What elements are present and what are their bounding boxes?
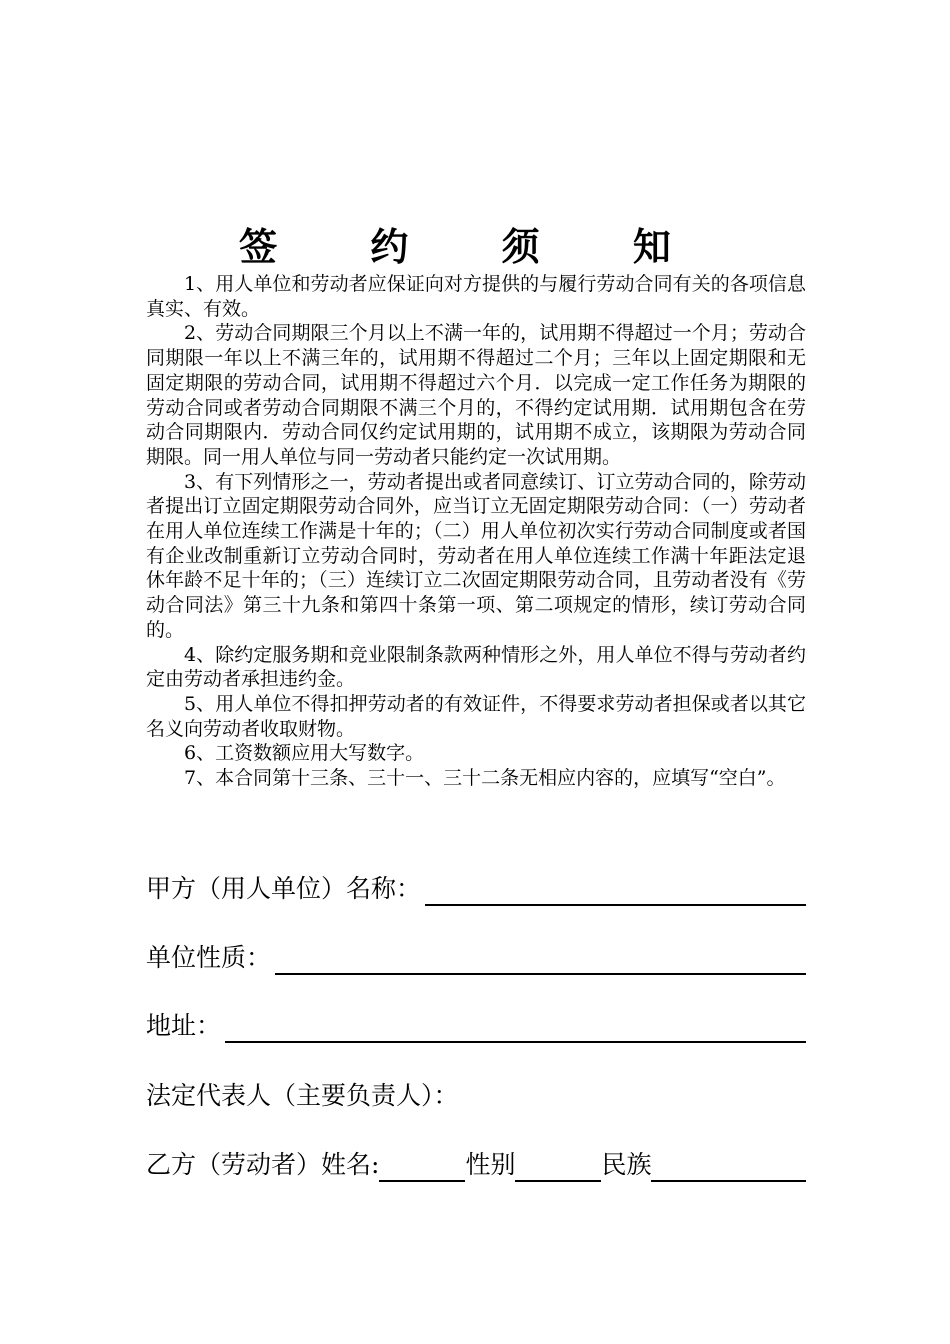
- party-a-name-blank[interactable]: [425, 874, 806, 906]
- notice-paragraph-2: 2、劳动合同期限三个月以上不满一年的，试用期不得超过一个月；劳动合同期限一年以上不满三年的，试用期不得超过二个月；三年以上固定期限和无固定期限的劳动合同，试用期不得超过六个月．以完成一定工作任务为期限的劳动合同或者劳动合同期限不满三个月的，不得约定试用期．试用期包含在劳动合同期限内．劳动合同仅约定试用期的，试用期不成立，该期限为劳动合同期限。同一用人单位与同一劳动者只能约定一次试用期。: [146, 322, 806, 468]
- notice-paragraph-5: 5、用人单位不得扣押劳动者的有效证件，不得要求劳动者担保或者以其它名义向劳动者收取财物。: [146, 692, 806, 740]
- notice-paragraph-3: 3、有下列情形之一，劳动者提出或者同意续订、订立劳动合同的，除劳动者提出订立固定期限劳动合同外，应当订立无固定期限劳动合同：（一）劳动者在用人单位连续工作满是十年的；（二）用人单位初次实行劳动合同制度或者国有企业改制重新订立劳动合同时，劳动者在用人单位连续工作满十年距法定退休年龄不足十年的；（三）连续订立二次固定期限劳动合同，且劳动者没有《劳动合同法》第三十九条和第四十条第一项、第二项规定的情形，续订劳动合同的。: [146, 470, 806, 641]
- party-b-row: [146, 1148, 806, 1182]
- notice-paragraph-7: 7、本合同第十三条、三十一、三十二条无相应内容的，应填写“空白”。: [184, 767, 786, 790]
- legal-rep-row: [146, 1079, 806, 1113]
- gender-label: 性别: [465, 1150, 516, 1179]
- unit-nature-row: [146, 941, 806, 975]
- notice-paragraph-1: 1、用人单位和劳动者应保证向对方提供的与履行劳动合同有关的各项信息真实、有效。: [146, 273, 806, 320]
- party-a-name-label: 甲方（用人单位）名称：: [146, 874, 422, 903]
- notice-paragraph-6: 6、工资数额应用大写数字。: [184, 742, 425, 765]
- gender-blank[interactable]: [515, 1150, 601, 1182]
- party-b-name-label: 乙方（劳动者）姓名:: [146, 1150, 380, 1179]
- page-title: 签 约 须 知: [239, 225, 711, 269]
- notice-paragraph-4: 4、除约定服务期和竞业限制条款两种情形之外，用人单位不得与劳动者约定由劳动者承担违约金。: [146, 643, 806, 691]
- party-b-name-blank[interactable]: [379, 1150, 465, 1182]
- address-row: [146, 1009, 806, 1043]
- unit-nature-label: 单位性质：: [146, 943, 272, 972]
- address-label: 地址：: [146, 1011, 222, 1040]
- ethnicity-label: 民族: [601, 1150, 652, 1179]
- party-a-name-row: [146, 872, 806, 906]
- notice-body: [146, 272, 806, 791]
- address-blank[interactable]: [225, 1011, 806, 1043]
- ethnicity-blank[interactable]: [651, 1150, 806, 1182]
- legal-rep-label: 法定代表人（主要负责人）：: [146, 1081, 459, 1110]
- unit-nature-blank[interactable]: [275, 943, 806, 975]
